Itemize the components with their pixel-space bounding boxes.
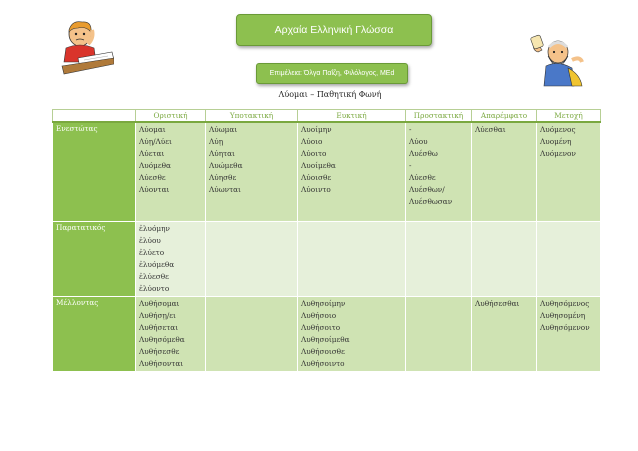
- verb-form: Λύῃ: [209, 137, 224, 146]
- verb-form: Λυθήσεσθε: [139, 346, 180, 356]
- verb-form: Λύομαι: [139, 125, 166, 134]
- form-cell-aparemfato: [472, 122, 537, 221]
- title-box: [236, 14, 432, 46]
- table-row: [53, 122, 601, 221]
- verb-form: Λυόμενον: [540, 149, 576, 158]
- verb-form: Λύοιντο: [301, 185, 331, 194]
- verb-form: -: [409, 161, 412, 170]
- column-header-blank: [53, 110, 136, 123]
- verb-form: Λυομένη: [540, 137, 572, 146]
- verb-form: Λυθησομένη: [540, 310, 586, 320]
- verb-form: Λύωνται: [209, 185, 241, 194]
- form-cell-aparemfato: [472, 296, 537, 371]
- verb-form: Λυθήσῃ/ει: [139, 310, 176, 320]
- verb-form: Λυθήσοιο: [301, 310, 337, 320]
- verb-form: ἐλύετο: [139, 247, 165, 257]
- form-cell-metochi: [537, 221, 601, 296]
- column-header: Απαρέμφατο: [472, 110, 537, 123]
- tense-label: Ενεστώτας: [53, 122, 136, 221]
- form-cell-prostaktiki: [406, 296, 472, 371]
- tense-label: Μέλλοντας: [53, 296, 136, 371]
- page-subtitle: Λύομαι – Παθητική Φωνή: [278, 90, 382, 99]
- verb-form: Λύωμαι: [209, 125, 238, 134]
- column-header: Ευκτική: [298, 110, 406, 123]
- column-header: Οριστική: [136, 110, 206, 123]
- verb-form: Λυθήσοιντο: [301, 358, 345, 368]
- verb-form: ἐλύοντο: [139, 283, 170, 293]
- verb-form: Λυθήσοιτο: [301, 322, 341, 332]
- tense-label: Παρατατικός: [53, 221, 136, 296]
- form-cell-ypotaktiki: [206, 221, 298, 296]
- verb-form: Λύησθε: [209, 173, 237, 182]
- verb-form: ἐλύεσθε: [139, 271, 169, 281]
- verb-form: Λύεσθε: [139, 173, 166, 182]
- verb-form: Λυθησόμενος: [540, 298, 590, 308]
- verb-form: Λύεται: [139, 149, 165, 158]
- form-cell-prostaktiki: [406, 221, 472, 296]
- verb-form: Λυέσθων/: [409, 185, 445, 194]
- verb-form: Λύοιο: [301, 137, 323, 146]
- verb-form: Λύονται: [139, 185, 170, 194]
- verb-form: Λυόμεθα: [139, 161, 171, 170]
- form-cell-efktiki: [298, 296, 406, 371]
- verb-form: Λύεσθε: [409, 173, 436, 182]
- verb-form: ἐλύου: [139, 235, 161, 245]
- verb-form: ἐλυόμην: [139, 223, 170, 233]
- form-cell-ypotaktiki: [206, 122, 298, 221]
- verb-form: Λυθησοίμην: [301, 298, 346, 308]
- philosopher-clipart: [528, 30, 588, 90]
- verb-form: Λυόμενος: [540, 125, 576, 134]
- table-row: [53, 296, 601, 371]
- verb-form: Λυοίμεθα: [301, 161, 336, 170]
- verb-form: Λυέσθωσαν: [409, 197, 453, 206]
- verb-form: Λύηται: [209, 149, 235, 158]
- author-box: [256, 63, 408, 84]
- column-header: Προστακτική: [406, 110, 472, 123]
- form-cell-oristiki: [136, 122, 206, 221]
- verb-form: Λυώμεθα: [209, 161, 243, 170]
- verb-form: Λύοιτο: [301, 149, 327, 158]
- conjugation-table: [52, 109, 601, 372]
- table-header-row: [53, 110, 601, 123]
- verb-form: Λυθησόμενον: [540, 322, 590, 332]
- verb-form: Λυθήσομαι: [139, 298, 180, 308]
- verb-form: Λύεσθαι: [475, 125, 506, 134]
- verb-form: Λυθήσεσθαι: [475, 298, 520, 308]
- document-title: Αρχαία Ελληνική Γλώσσα: [274, 24, 394, 36]
- form-cell-oristiki: [136, 221, 206, 296]
- verb-form: -: [409, 125, 412, 134]
- form-cell-metochi: [537, 122, 601, 221]
- verb-form: Λύοισθε: [301, 173, 332, 182]
- form-cell-aparemfato: [472, 221, 537, 296]
- form-cell-metochi: [537, 296, 601, 371]
- form-cell-prostaktiki: [406, 122, 472, 221]
- column-header: Υποτακτική: [206, 110, 298, 123]
- student-clipart: [58, 18, 114, 76]
- verb-form: Λυθησόμεθα: [139, 334, 185, 344]
- table-row: [53, 221, 601, 296]
- verb-form: ἐλυόμεθα: [139, 259, 175, 269]
- verb-form: Λυθήσεται: [139, 322, 179, 332]
- form-cell-ypotaktiki: [206, 296, 298, 371]
- verb-form: Λυοίμην: [301, 125, 332, 134]
- verb-form: Λύῃ/Λύει: [139, 137, 172, 146]
- form-cell-oristiki: [136, 296, 206, 371]
- form-cell-efktiki: [298, 221, 406, 296]
- author-credit: Επιμέλεια: Όλγα Παΐζη, Φιλόλογος, MEd: [269, 70, 395, 77]
- verb-form: Λυθησοίμεθα: [301, 334, 350, 344]
- verb-form: Λυθήσοισθε: [301, 346, 345, 356]
- verb-form: Λυέσθω: [409, 149, 438, 158]
- form-cell-efktiki: [298, 122, 406, 221]
- column-header: Μετοχή: [537, 110, 601, 123]
- verb-form: Λυθήσονται: [139, 358, 184, 368]
- verb-form: Λύου: [409, 137, 428, 146]
